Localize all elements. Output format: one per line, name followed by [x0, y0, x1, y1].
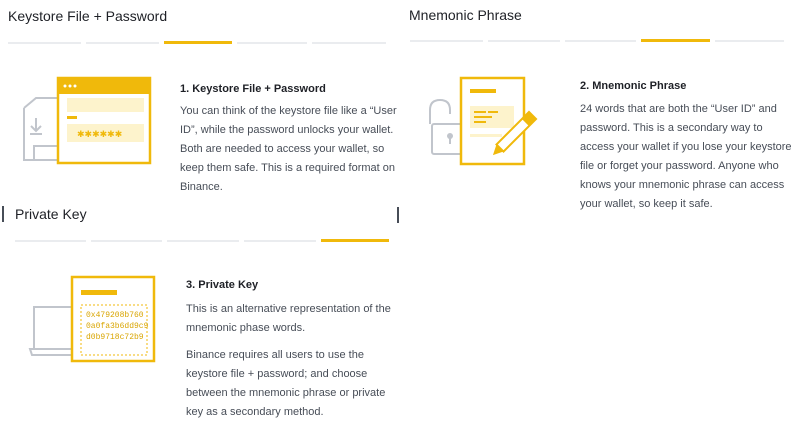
panel-divider-right: [397, 207, 399, 223]
panel-title: Private Key: [15, 206, 87, 222]
panel-title: Mnemonic Phrase: [409, 7, 522, 23]
section-title: 3. Private Key: [186, 279, 259, 291]
step-tab-4[interactable]: [237, 42, 307, 44]
step-tab-2[interactable]: [488, 40, 560, 42]
step-tabs: [410, 40, 789, 42]
mnemonic-illustration-icon: [428, 76, 558, 166]
keystore-illustration-icon: [20, 76, 155, 171]
step-tabs: [8, 42, 391, 44]
step-tab-5-active[interactable]: [321, 239, 389, 242]
step-tab-3-active[interactable]: [164, 41, 232, 44]
private-key-sample: [86, 310, 148, 343]
section-body-paragraph-1: This is an alternative representation of the mnemonic phase words.: [186, 303, 391, 334]
key-line: d0b9718c72b9: [86, 333, 144, 342]
step-tab-3[interactable]: [565, 40, 636, 42]
step-tab-4[interactable]: [244, 240, 316, 242]
key-line: 0a0fa3b6dd9c9: [86, 322, 149, 331]
key-line: 0x479208b760: [86, 311, 144, 320]
step-tabs: [15, 240, 394, 242]
step-tab-5[interactable]: [715, 40, 784, 42]
step-tab-2[interactable]: [91, 240, 162, 242]
step-tab-1[interactable]: [15, 240, 86, 242]
section-body-paragraph-2: Binance requires all users to use the keystore file + password; and choose between the mnemonic phrase or private key as a secondary method.: [186, 349, 386, 418]
step-tab-3[interactable]: [167, 240, 239, 242]
section-title: 2. Mnemonic Phrase: [580, 80, 687, 92]
step-tab-5[interactable]: [312, 42, 386, 44]
section-title: 1. Keystore File + Password: [180, 83, 326, 95]
step-tab-1[interactable]: [410, 40, 483, 42]
panel-divider-left: [2, 206, 4, 222]
section-body: [186, 300, 396, 430]
password-mask: ✱✱✱✱✱✱: [77, 130, 123, 140]
section-body: You can think of the keystore file like a “User ID”, while the password unlocks your wallet. Both are needed to access your wallet, so keep them safe. This is a required format on Binance.: [180, 105, 397, 193]
section-body: 24 words that are both the “User ID” and password. This is a secondary way to access your wallet if you lose your keystore file or forget your password. Anyone who knows your mnemonic phrase can access your wallet, so keep it safe.: [580, 103, 792, 210]
step-tab-2[interactable]: [86, 42, 159, 44]
panel-title: Keystore File + Password: [8, 8, 168, 24]
step-tab-1[interactable]: [8, 42, 81, 44]
step-tab-4-active[interactable]: [641, 39, 710, 42]
